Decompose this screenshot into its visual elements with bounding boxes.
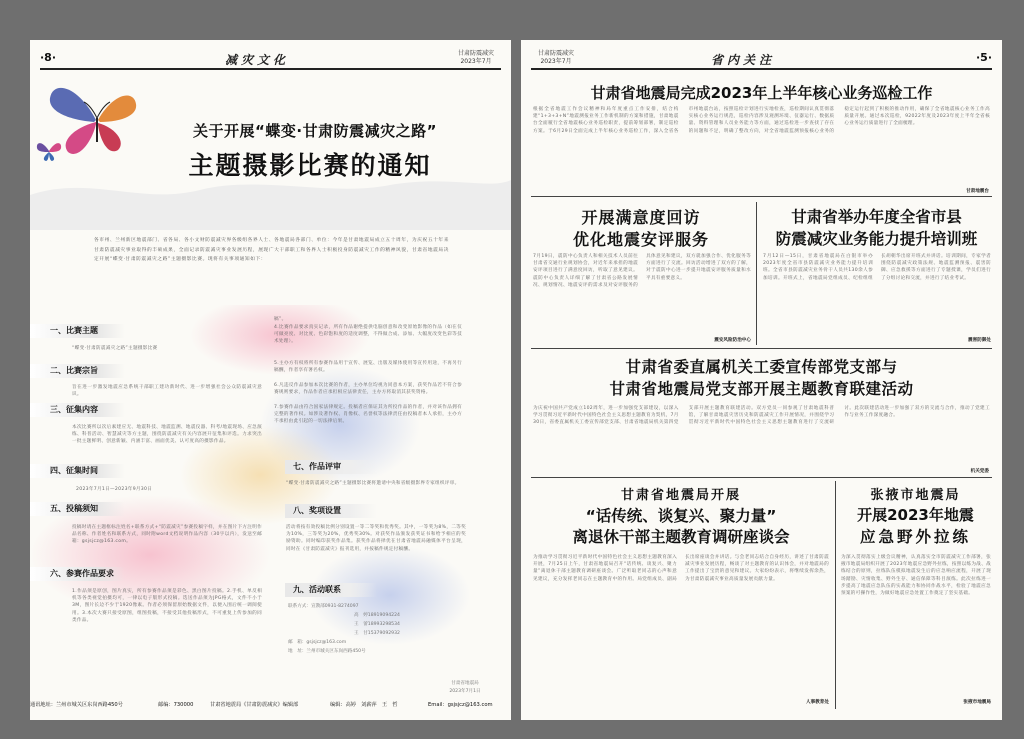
article-2-body: 7月19日，震防中心负责人和相关技术人员前往甘肃省交通行业规划协会，对近年来承担的地震安评项目进行了满意度回访，听取了意见建议。震防中心负责人详细了解了甘肃省公路发展情况、规划情况、地震安评的需求及对安评服务的具体意见和建议，双方就加强合作、优化服务等方面进行了交流。回访活动增进了双方的了解，对于震防中心进一步提升地震安评服务质量和水平具有重要意义。	[533, 254, 751, 288]
article-3-title-line1: 甘肃省举办年度全省市县	[791, 208, 962, 226]
divider	[531, 477, 992, 478]
left-page-header	[40, 50, 501, 70]
article-3-source: 震害防御处	[968, 338, 991, 343]
paper-name: 甘肃防震减灾	[537, 50, 574, 57]
paper-name: 甘肃防震减灾	[457, 50, 494, 57]
paper-date: 2023年7月	[460, 58, 492, 65]
page-number: ·5·	[975, 51, 992, 64]
section-body-3: 本次比赛所以次后素建应无、地震科技、地震监测、地震仪器、科考/地震现场、应急演练、科普活动、智慧减灾等方主题，围绕防震减灾有关内容展开征集和评选。力求突出一批主题鲜明、创意新颖、内涵丰富、画面优美、认可度高的摄影作品。	[72, 425, 262, 445]
contact-line: 联系方式：宣教部0931-8274097	[288, 604, 359, 609]
section-body-8: 活动将按有效投稿比例分别设置一等二等奖和优秀奖。其中，一等奖为8%，二等奖为10%，三等奖为20%，优秀奖30%。对获奖作品颁发获奖证书和给予相应的奖励资助。同时编印获奖作品集。获奖作品将择优在甘肃省地震局融媒体平台呈现，同时在《甘肃防震减灾》报刊选用，并按稿件规定付稿酬。	[286, 525, 466, 552]
section-heading-5: 五、投稿须知	[30, 502, 125, 516]
divider	[756, 202, 757, 345]
section-body-5: 投稿时请在主题框标注姓名+联系方式+“防震减灾”参赛投稿字样，并在图片下方注明作品名称、作者姓名和联系方式，同时附word文档说明作品内容（30字以内），发送至邮箱：gsjsjcz@163.com。	[72, 525, 262, 545]
rules-para-4: 7.参赛作品由符合国家法律规定。投稿者应保证其为所投作品的作者，并对该作品拥有完整的著作权。如涉及著作权、肖像权、名誉权等法律责任由投稿者本人承担，主办方不承担由此引起的一切法律后果。	[274, 405, 462, 425]
section-heading-7: 七、作品评审	[285, 460, 377, 474]
notice-title-line2: 主题摄影比赛的通知	[188, 151, 432, 180]
column-name: 省内关注	[711, 53, 776, 67]
notice-intro: 各市州、兰州新区地震部门、省各局、各小文财防震减灾界各级组各界人士、各地震局各部门、单位：今年是甘肃地震局成立五十周年，为庆祝五十年来甘肃防震减灾事业取得的丰硕成果，全面记录防震减灾事业发展历程，展现广大干部职工和各界人士积极投身防震减灾工作的精神风貌，甘肃省地震局决定开展“蝶变·甘肃防震减灾之路”主题摄影比赛。现将有关事项通知如下：	[94, 238, 449, 263]
article-4-title-line1: 甘肃省委直属机关工委宣传部党支部与	[625, 358, 898, 376]
article-2-source: 震安风险防治中心	[714, 338, 751, 343]
footer-email: Email：gsjsjcz@163.com	[428, 702, 493, 708]
section-body-4: 2023年7月1日—2023年9月30日	[76, 487, 153, 492]
article-2-title-line2: 优化地震安评服务	[572, 230, 709, 249]
right-page-header	[531, 50, 992, 70]
right-page	[521, 40, 1002, 720]
footer-editor: 甘肃省地震局《甘肃防震减灾》编辑部	[210, 702, 299, 708]
notice-signature	[430, 680, 500, 696]
article-1-title: 甘肃省地震局完成2023年上半年核心业务巡检工作	[590, 84, 933, 102]
article-3-body: 7月12日—15日，甘肃省地震局在白银市举办2023年度全省市县防震减灾业务能力提升培训班。全省市县防震减灾业务骨干人员共130余人参加培训。开班式上，省地震局党组成员、纪检组组长胡朝华出席开班式并讲话。培训期间，专家学者围绕防震减灾政策法规、地震监测预报、震害防御、应急救援等方面进行了专题授课，学员们进行了分组讨论和交流，并进行了结业考试。	[763, 254, 991, 281]
section-heading-9: 九、活动联系	[285, 583, 377, 597]
divider	[531, 196, 992, 197]
paper-date: 2023年7月	[540, 58, 572, 65]
footer-staff: 编辑：高婷 刘薪萍 王 哲	[330, 702, 398, 708]
notice-title-line1: 关于开展“蝶变·甘肃防震减灾之路”	[193, 122, 437, 140]
article-5-source: 人事教育处	[806, 700, 829, 705]
signature-date: 2023年7月1日	[449, 689, 481, 694]
contact-address: 地 址：兰州市城关区东岗西路450号	[288, 649, 366, 654]
article-3-title-line2: 防震减灾业务能力提升培训班	[775, 230, 978, 248]
divider	[835, 481, 836, 709]
article-6-title-line2: 应急野外拉练	[859, 528, 971, 546]
section-heading-3: 三、征集内容	[30, 403, 125, 417]
article-5-title-line1: “话传统、谈复兴、聚力量”	[585, 507, 777, 525]
contact-line: 王 蕾18993298534	[354, 622, 400, 627]
section-heading-4: 四、征集时间	[30, 464, 125, 478]
section-body-1: “蝶变·甘肃防震减灾之路”主题摄影比赛	[72, 346, 158, 351]
article-5-kicker: 甘肃省地震局开展	[620, 488, 741, 503]
divider	[531, 348, 992, 349]
section-heading-1: 一、比赛主题	[30, 324, 125, 338]
article-2-title-line1: 开展满意度回访	[581, 208, 701, 227]
contact-line: 王 甘15379092932	[354, 631, 400, 636]
article-4-title-line2: 甘肃省地震局党支部开展主题教育联建活动	[609, 380, 914, 398]
article-5-body: 为推动学习贯彻习近平新时代中国特色社会主义思想主题教育深入开展，7月25日上午，甘肃省地震局召开“话传统、谈复兴、聚力量”离退休干部主题教育调研座谈会。广泛听取老同志的心声和意见建议，充分发挥老同志在主题教育中的作用。局党组成员、副局长出席座谈会并讲话。与会老同志结合自身经历，讲述了甘肃防震减灾事业发展历程，畅谈了对主题教育的认识体会，并对地震局的工作提出了宝贵的意见和建议。大家纷纷表示，将继续发挥余热，为甘肃防震减灾事业高质量发展贡献力量。	[533, 555, 829, 582]
section-body-2: 旨在进一步激发地震应急系统干部职工建功新时代、进一步增强社会公众防震减灾意识。	[72, 385, 262, 398]
section-body-6: 1.作品须是原创，图片真实，所有参赛作品须是彩色、黑白图片投稿。2.手机、单反相机等各类视觉拍摄均可，一律以电子版形式投稿。选送作品须为JPG格式，文件不小于3M，图片长边不少于1920像素。作者必须保留原始数据文件，以便入围后统一调阅使用。3.本次大赛只接受原图，组图投稿，不接受其他投稿形式，不可重复上传参加的同类作品。	[72, 589, 262, 623]
article-5-title-line2: 离退休干部主题教育调研座谈会	[572, 528, 790, 546]
contact-block	[288, 603, 468, 657]
left-page	[30, 40, 511, 720]
rules-para-1: 4.比赛作品要求真实记录，所有作品谢绝提供电脑创意和改变原始影像的作品（如在仅可做亮度、对比度、色彩饱和度的适度调整，不得做合成、添加、大幅度改变色彩等技术处理）。	[274, 325, 462, 345]
footer-address: 通讯地址：兰州市城关区东岗西路450号	[30, 702, 123, 708]
page-footer	[30, 700, 511, 710]
column-name: 减灾文化	[225, 53, 290, 67]
contact-line: 高 婷18919094224	[354, 613, 400, 618]
footer-postcode: 邮编：730000	[158, 702, 194, 708]
article-1-body: 根据全省地震工作会议精神和局年度重点工作安排，结合构建“1+3+3+N”地震测报业务工作新机制的方案和措施，甘肃地震台全面履行全省地震核心业务巡检职责，提前筹划部署，制定巡检方案。于6月29日全面完成上半年核心业务巡检工作，深入全省各市州地震台站，按照巡检计划进行实地检查，巡检期间认真贯彻落实核心业务运行规范，巡检内容涉及观测环境、仪器运行、数据质量、资料管理和人员业务能力等方面，通过巡检进一步查找了存在的问题和不足，明确了整改方向，对全省地震监测预报核心业务的稳定运行起到了积极的推动作用，确保了全省地震核心业务工作高质量开展。通过本次巡检，92022年度及2023年度上半年全省核心业务运行质量进行了全面梳理。	[533, 107, 990, 134]
article-6-kicker: 张掖市地震局	[870, 488, 961, 503]
page-number: ·8·	[40, 51, 57, 64]
masthead-mini	[531, 50, 581, 66]
masthead-mini	[451, 50, 501, 66]
article-6-source: 张掖市地震局	[963, 700, 991, 705]
contact-email: 邮 箱：gsjsjcz@163.com	[288, 640, 347, 645]
rules-para-0: 稿”。	[274, 317, 287, 322]
rules-para-2: 5.主办方有权将所有参赛作品用于宣传、展览、出版及媒体使用等宣传用途，不再另行稿酬，作者享有署名权。	[274, 361, 462, 374]
section-heading-2: 二、比赛宗旨	[30, 364, 125, 378]
article-1-source: 甘肃地震台	[966, 189, 989, 194]
section-heading-6: 六、参赛作品要求	[30, 567, 125, 581]
article-4-source: 机关党委	[970, 469, 989, 474]
section-body-7: “蝶变·甘肃防震减灾之路”主题摄影比赛将邀请中央和省级摄影界专家组织评审。	[286, 481, 460, 486]
article-6-body: 为深入贯彻落实上级会议精神，认真落实全市防震减灾工作部署，张掖市地震局组织开展了2023年地震应急野外拉练，按照以练为战、战练结合的原则，拉练队伍模拟地震发生后的应急响应流程，开展了现场踏勘、灾情收集、野外生存、通信保障等科目演练。此次拉练进一步提高了地震应急队伍的实战能力和协同作战水平，检验了地震应急预案的可操作性，为做好地震应急处置工作奠定了坚实基础。	[841, 555, 991, 597]
signature-org: 甘肃省地震局	[451, 681, 479, 686]
article-6-title-line1: 开展2023年地震	[857, 506, 974, 524]
section-heading-8: 八、奖项设置	[285, 504, 377, 518]
article-4-body: 为庆祝中国共产党成立102周年，进一步加强党支部建设，以深入学习贯彻习近平新时代中国特色社会主义思想主题教育为契机，7月30日，省委直属机关工委宣传部党支部、甘肃省地震局机关第四党支部开展主题教育联建活动。双方党员一同参观了甘肃地震科普馆，了解甘肃地震灾害历史和防震减灾工作开展情况，并围绕学习贯彻习近平新时代中国特色社会主义思想主题教育进行了交流研讨。此次联建活动进一步加强了双方的交流与合作，推动了党建工作与业务工作深度融合。	[533, 406, 990, 426]
rules-para-3: 6.凡违反作品参加本次比赛的作者，主办单位均视为同意本方案，获奖作品若不符合参赛规则要求，作品作者应承担相应法律责任，主办方将取消其获奖资格。	[274, 383, 462, 396]
rules-column	[274, 316, 462, 440]
